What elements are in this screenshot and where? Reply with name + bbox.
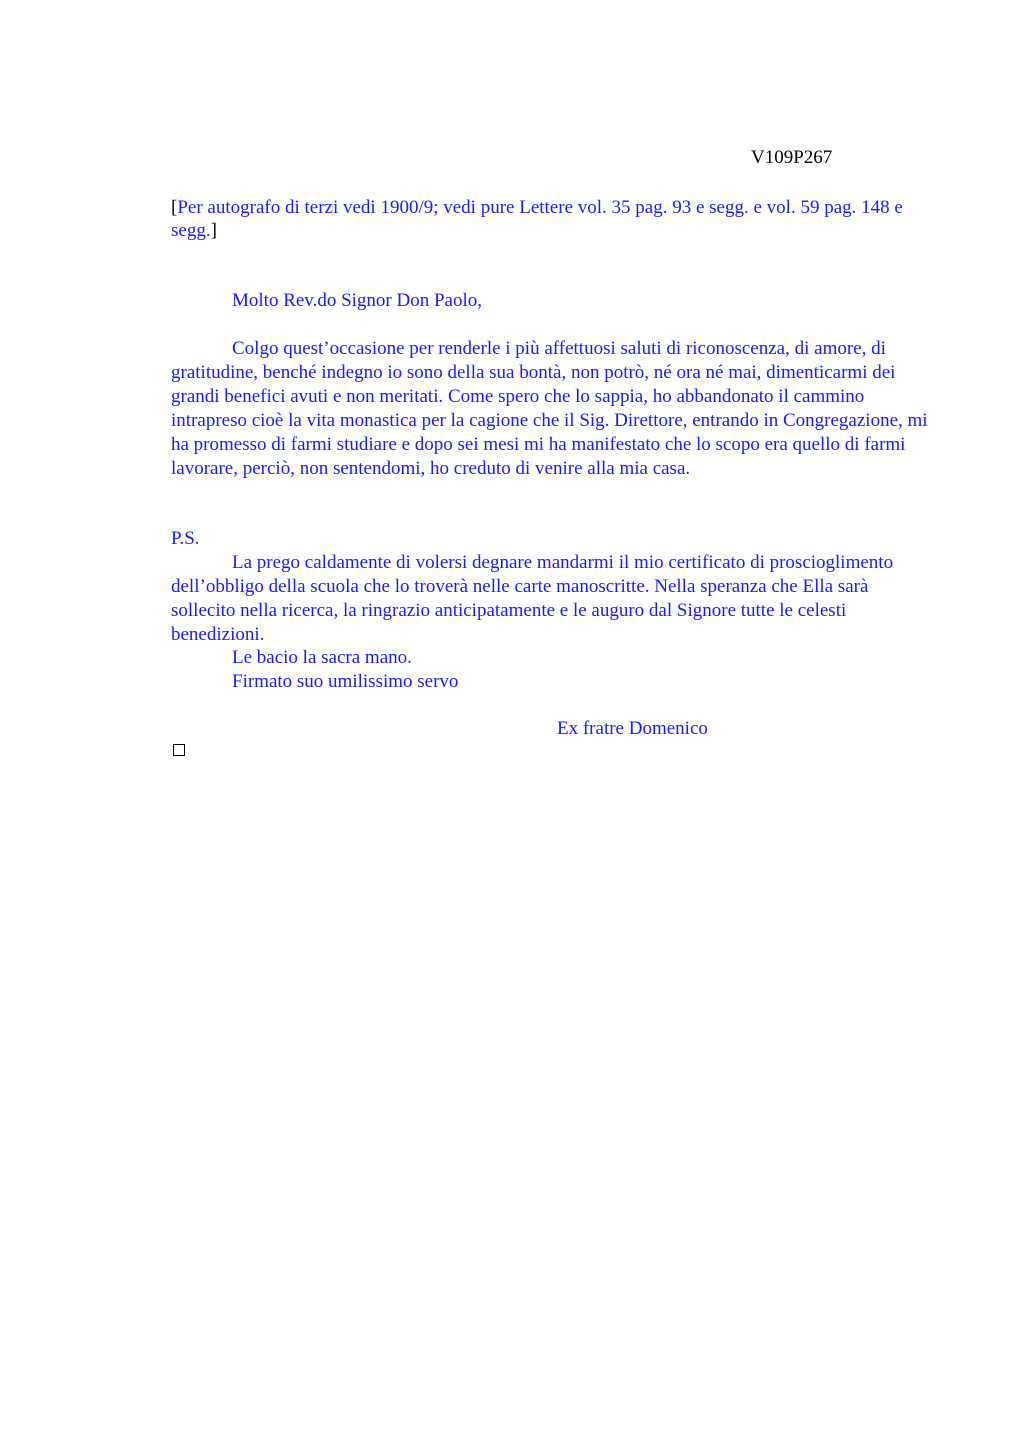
- editorial-note: [171, 196, 931, 242]
- postscript-label: P.S.: [171, 528, 200, 549]
- note-close-bracket: ]: [210, 220, 217, 241]
- postscript-body: La prego caldamente di volersi degnare mandarmi il mio certificato di proscioglimento dell’obbligo della scuola che lo troverà nelle carte manoscritte. Nella speranza che Ella sarà sollecito nella ricerca, la ringrazio anticipatamente e le auguro dal Signore tutte le celesti benedizioni.: [171, 552, 894, 645]
- letter-body: Colgo quest’occasione per renderle i più affettuosi saluti di riconoscenza, di amore, di gratitudine, benché indegno io sono della sua bontà, non potrò, né ora né mai, dimenticarmi dei grandi benefici avuti e non meritati. Come spero che lo sappia, ho abbandonato il cammino intrapreso cioè la vita monastica per la cagione che il Sig. Direttore, entrando in Congregazione, mi ha promesso di farmi studiare e dopo sei mesi mi ha manifestato che lo scopo era quello di farmi lavorare, perciò, non sentendomi, ho creduto di venire alla mia casa.: [171, 338, 928, 479]
- signature: Ex fratre Domenico: [557, 718, 708, 739]
- closing-line-2: Firmato suo umilissimo servo: [232, 671, 459, 692]
- note-text: Per autografo di terzi vedi 1900/9; vedi pure Lettere vol. 35 pag. 93 e segg. e vol. 59 pag. 148 e segg.: [171, 197, 903, 241]
- document-reference: V109P267: [751, 147, 833, 168]
- note-open-bracket: [: [171, 197, 178, 218]
- end-marker-box-icon: [173, 744, 185, 756]
- closing-line-1: Le bacio la sacra mano.: [232, 647, 412, 668]
- letter-salutation: Molto Rev.do Signor Don Paolo,: [232, 290, 482, 311]
